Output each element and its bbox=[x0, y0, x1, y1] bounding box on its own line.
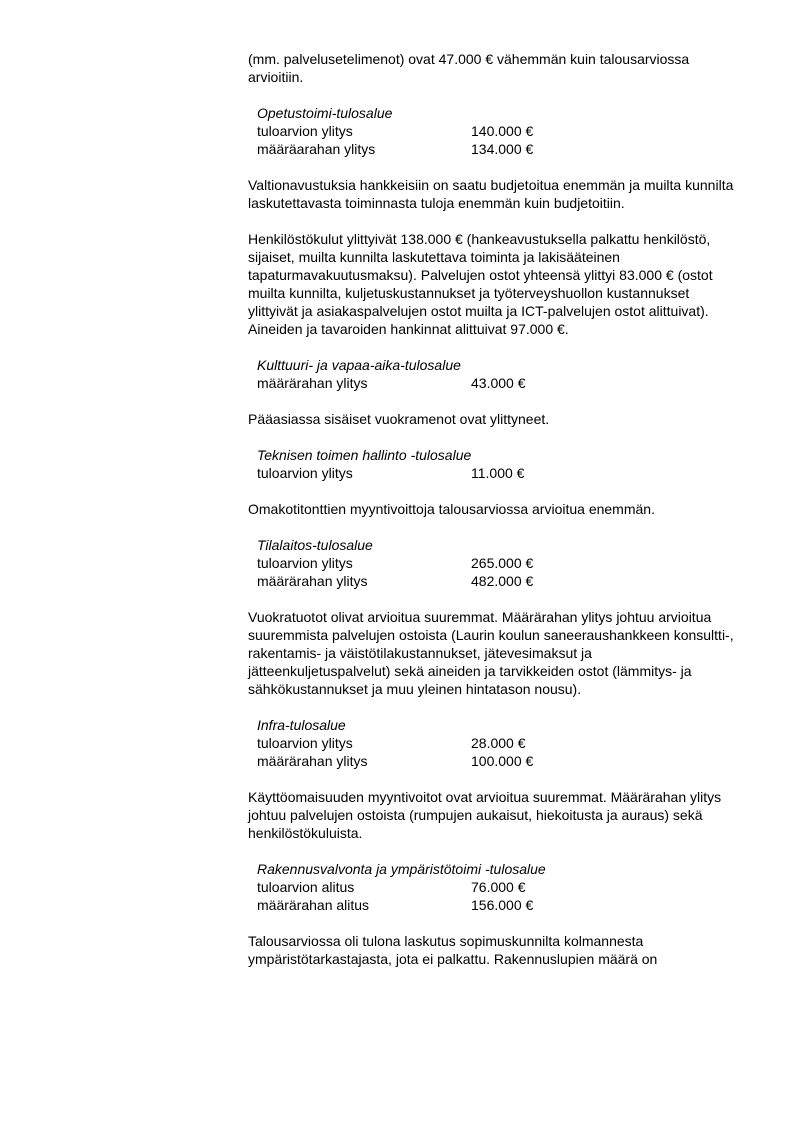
row-label: määrärahan alitus bbox=[257, 897, 370, 913]
row-value: 156.000 € bbox=[471, 897, 534, 913]
row-label: määrärahan ylitys bbox=[257, 753, 368, 769]
paragraph-tekninen: Omakotitonttien myyntivoittoja talousarviossa arvioitua enemmän. bbox=[248, 501, 655, 517]
section-title: Infra-tulosalue bbox=[257, 717, 346, 733]
paragraph-intro: (mm. palvelusetelimenot) ovat 47.000 € vähemmän kuin talousarviossa arvioitiin. bbox=[248, 51, 690, 85]
budget-row bbox=[248, 878, 738, 896]
row-label: tuloarvion ylitys bbox=[257, 123, 353, 139]
paragraph-valtionavustukset: Valtionavustuksia hankkeisiin on saatu budjetoitua enemmän ja muilta kunnilta laskutettavasta toiminnasta tuloja enemmän kuin budjetoitiin. bbox=[248, 177, 734, 211]
section-title: Tilalaitos-tulosalue bbox=[257, 537, 373, 553]
budget-row bbox=[248, 896, 738, 914]
row-label: tuloarvion alitus bbox=[257, 879, 355, 895]
row-label: määrärahan ylitys bbox=[257, 375, 368, 391]
section-title: Rakennusvalvonta ja ympäristötoimi -tulosalue bbox=[257, 861, 546, 877]
paragraph-rakennusvalvonta: Talousarviossa oli tulona laskutus sopimuskunnilta kolmannesta ympäristötarkastajasta, jota ei palkattu. Rakennuslupien määrä on bbox=[248, 933, 658, 967]
section-title: Opetustoimi-tulosalue bbox=[257, 105, 393, 121]
budget-row bbox=[248, 374, 738, 392]
row-value: 482.000 € bbox=[471, 573, 534, 589]
budget-row bbox=[248, 464, 738, 482]
row-value: 11.000 € bbox=[471, 465, 525, 481]
paragraph-henkilosto: Henkilöstökulut ylittyivät 138.000 € (hankeavustuksella palkattu henkilöstö, sijaiset, muilta kunnilta laskutettava toiminta ja lakisääteinen tapaturmavakuutusmaksu). Palvelujen ostot yhteensä ylittyi 83.000 € (ostot muilta kunnilta, kuljetuskustannukset ja työterveyshuollon kustannukset ylittyivät ja asiakaspalvelujen ostot muilta ja ICT-palvelujen ostot alittuivat). Aineiden ja tavaroiden hankinnat alittuivat 97.000 €. bbox=[248, 231, 713, 337]
row-value: 28.000 € bbox=[471, 735, 526, 751]
row-label: määräarahan ylitys bbox=[257, 141, 376, 157]
budget-row bbox=[248, 122, 738, 140]
budget-row bbox=[248, 734, 738, 752]
paragraph-tilalaitos: Vuokratuotot olivat arvioitua suuremmat. Määrärahan ylitys johtuu arvioitua suuremmista palvelujen ostoista (Laurin koulun saneeraushankkeen konsultti-, rakentamis- ja väistötilakustannukset, jätevesimaksut ja jätteenkuljetuspalvelut) sekä aineiden ja tarvikkeiden ostot (lämmitys- ja sähkökustannukset ja muu yleinen hintatason nousu). bbox=[248, 609, 734, 697]
paragraph-kulttuuri: Pääasiassa sisäiset vuokramenot ovat ylittyneet. bbox=[248, 411, 550, 427]
row-value: 76.000 € bbox=[471, 879, 526, 895]
row-value: 265.000 € bbox=[471, 555, 534, 571]
section-tilalaitos bbox=[248, 536, 738, 590]
section-tekninen bbox=[248, 446, 738, 482]
budget-row bbox=[248, 554, 738, 572]
budget-row bbox=[248, 752, 738, 770]
section-title: Kulttuuri- ja vapaa-aika-tulosalue bbox=[257, 357, 461, 373]
document-page bbox=[248, 50, 738, 986]
row-label: tuloarvion ylitys bbox=[257, 555, 353, 571]
budget-row bbox=[248, 572, 738, 590]
section-rakennusvalvonta bbox=[248, 860, 738, 914]
row-value: 100.000 € bbox=[471, 753, 534, 769]
row-value: 140.000 € bbox=[471, 123, 534, 139]
row-value: 134.000 € bbox=[471, 141, 534, 157]
row-label: tuloarvion ylitys bbox=[257, 735, 353, 751]
section-title: Teknisen toimen hallinto -tulosalue bbox=[257, 447, 472, 463]
row-label: määrärahan ylitys bbox=[257, 573, 368, 589]
paragraph-infra: Käyttöomaisuuden myyntivoitot ovat arvioitua suuremmat. Määrärahan ylitys johtuu palvelujen ostoista (rumpujen aukaisut, hiekoitusta ja auraus) sekä henkilöstökuluista. bbox=[248, 789, 722, 841]
section-opetustoimi bbox=[248, 104, 738, 158]
row-label: tuloarvion ylitys bbox=[257, 465, 353, 481]
section-infra bbox=[248, 716, 738, 770]
row-value: 43.000 € bbox=[471, 375, 526, 391]
budget-row bbox=[248, 140, 738, 158]
section-kulttuuri bbox=[248, 356, 738, 392]
